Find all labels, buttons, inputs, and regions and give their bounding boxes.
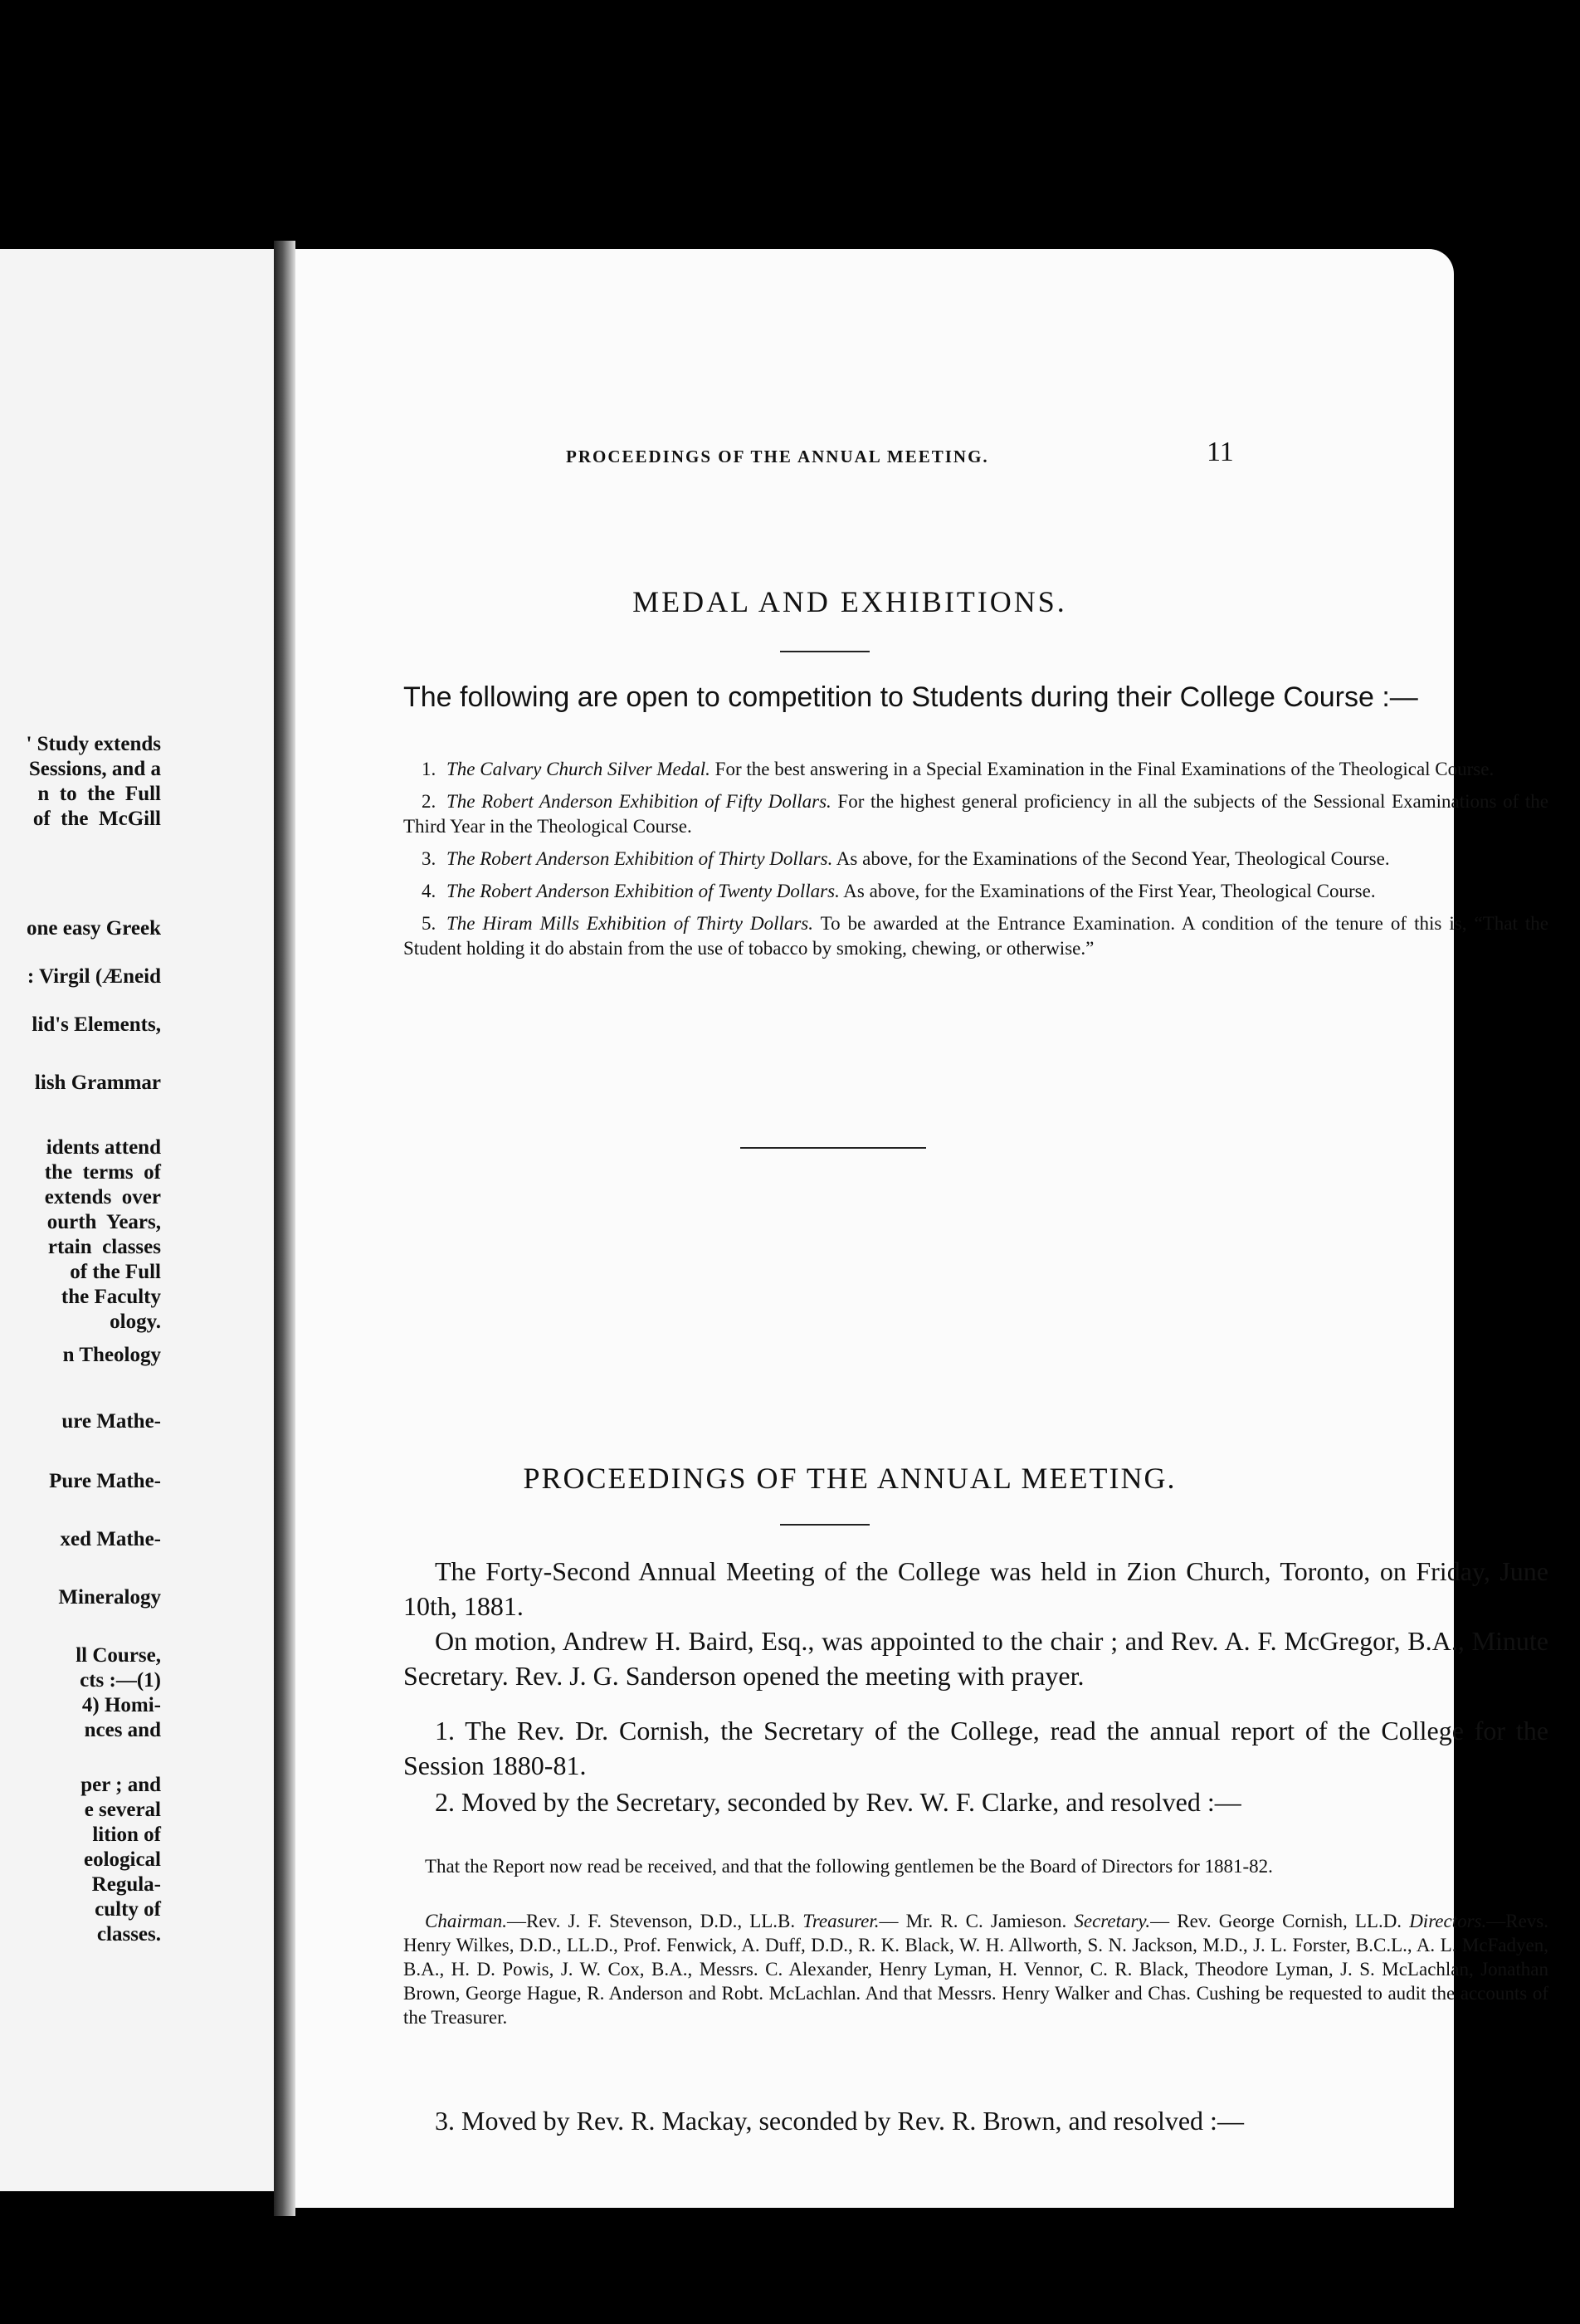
chairman-label: Chairman. — [425, 1911, 508, 1931]
list-item — [403, 847, 1548, 872]
treasurer-name: — Mr. R. C. Jamieson. — [879, 1911, 1075, 1931]
medal-list — [403, 757, 1548, 969]
book-page — [295, 249, 1548, 2208]
left-facing-page — [0, 249, 274, 2191]
item-number: 3. — [422, 848, 436, 869]
treasurer-label: Treasurer. — [802, 1911, 880, 1931]
left-page-fragment: ll Course, cts :—(1) 4) Homi- nces and — [76, 1644, 161, 1741]
secretary-name: — Rev. George Cornish, LL.D. — [1150, 1911, 1410, 1931]
book-gutter — [274, 241, 295, 2216]
directors-label: Directors. — [1409, 1911, 1487, 1931]
award-name: The Calvary Church Silver Medal. — [446, 759, 710, 779]
item-number: 1. — [422, 759, 436, 779]
left-page-fragment: ' Study extends Sessions, and a n to the Full of the McGill — [26, 733, 161, 830]
paragraph-text: That the Report now read be received, and that the following gentlemen be the Board of Directors for 1881-82. — [425, 1856, 1273, 1877]
left-page-fragment: Mineralogy — [58, 1586, 161, 1609]
paragraph — [403, 1554, 1548, 1623]
secretary-label: Secretary. — [1074, 1911, 1151, 1931]
list-item — [403, 911, 1548, 961]
award-description: As above, for the Examinations of the First Year, Theological Course. — [839, 881, 1376, 901]
list-item — [403, 757, 1548, 782]
left-page-fragment: xed Mathe- — [60, 1528, 161, 1550]
directors-list — [403, 1909, 1548, 2029]
paragraph-text: On motion, Andrew H. Baird, Esq., was appointed to the chair ; and Rev. A. F. McGregor, B.A., Minute Secretary. Rev. J. G. Sanderson opened the meeting with prayer. — [403, 1626, 1548, 1691]
paragraph-text: 1. The Rev. Dr. Cornish, the Secretary of the College, read the annual report of the College for the Session 1880-81. — [403, 1716, 1548, 1780]
item-number: 2. — [422, 791, 436, 812]
title-rule — [780, 651, 870, 652]
item-number: 5. — [422, 913, 436, 934]
left-page-fragment: per ; and e several lition of eological Regula- culty of classes. — [80, 1774, 161, 1946]
proceedings-section-title: PROCEEDINGS OF THE ANNUAL MEETING. — [523, 1462, 1177, 1495]
left-page-fragment: one easy Greek — [26, 917, 161, 940]
paragraph — [403, 1623, 1548, 1693]
paragraph — [403, 2103, 1548, 2138]
paragraph — [403, 1713, 1548, 1783]
paragraph-text: 2. Moved by the Secretary, seconded by Rev. W. F. Clarke, and resolved :— — [435, 1787, 1241, 1817]
running-head: PROCEEDINGS OF THE ANNUAL MEETING. — [566, 447, 989, 466]
left-page-fragment: n Theology — [62, 1344, 161, 1366]
directors-names: —Revs. Henry Wilkes, D.D., LL.D., Prof. Fenwick, A. Duff, D.D., R. K. Black, W. H. Allworth, S. N. Jackson, M.D., J. L. Forster, B.C.L., A. L. McFadyen, B.A., H. D. Powis, J. W. Cox, B.A., Messrs. C. Alexander, Henry Lyman, H. Vennor, C. R. Black, Theodore Lyman, J. S. McLachlan, Jonathan Brown, George Hague, R. Anderson and Robt. McLachlan. And that Messrs. Henry Walker and Chas. Cushing be requested to audit the accounts of the Treasurer. — [403, 1911, 1548, 2028]
award-description: For the highest general proficiency in all the subjects of the Sessional Examinations of the Third Year in the Theological Course. — [403, 791, 1548, 837]
section-divider — [740, 1147, 926, 1149]
title-rule — [780, 1524, 870, 1526]
award-description: To be awarded at the Entrance Examination. A condition of the tenure of this is, “That the Student holding it do abstain from the use of tobacco by smoking, chewing, or otherwise.” — [403, 913, 1548, 959]
left-page-fragment: idents attend the terms of extends over ourth Years, rtain classes of the Full the Faculty ology. — [44, 1136, 161, 1333]
award-name: The Robert Anderson Exhibition of Twenty Dollars. — [446, 881, 840, 901]
award-name: The Hiram Mills Exhibition of Thirty Dollars. — [446, 913, 814, 934]
list-item — [403, 789, 1548, 839]
left-page-fragment: lid's Elements, — [32, 1013, 161, 1036]
paragraph-text: The Forty-Second Annual Meeting of the College was held in Zion Church, Toronto, on Friday, June 10th, 1881. — [403, 1556, 1548, 1621]
paragraph-text: 3. Moved by Rev. R. Mackay, seconded by Rev. R. Brown, and resolved :— — [435, 2106, 1244, 2136]
award-description: As above, for the Examinations of the Second Year, Theological Course. — [832, 848, 1390, 869]
medal-section-title: MEDAL AND EXHIBITIONS. — [632, 585, 1067, 618]
item-number: 4. — [422, 881, 436, 901]
list-item — [403, 879, 1548, 904]
left-page-fragment: Pure Mathe- — [49, 1470, 161, 1492]
left-page-fragment: ure Mathe- — [61, 1410, 161, 1433]
award-name: The Robert Anderson Exhibition of Fifty Dollars. — [446, 791, 831, 812]
left-page-fragment: : Virgil (Æneid — [27, 965, 161, 988]
award-description: For the best answering in a Special Examination in the Final Examinations of the Theological Course. — [710, 759, 1495, 779]
award-name: The Robert Anderson Exhibition of Thirty Dollars. — [446, 848, 833, 869]
paragraph — [403, 1784, 1548, 1819]
resolution-text — [403, 1854, 1548, 1878]
page-number: 11 — [1207, 437, 1234, 467]
left-page-fragment: lish Grammar — [34, 1072, 161, 1094]
chairman-name: —Rev. J. F. Stevenson, D.D., LL.B. — [507, 1911, 803, 1931]
medal-intro: The following are open to competition to Students during their College Course :— — [403, 681, 1418, 713]
